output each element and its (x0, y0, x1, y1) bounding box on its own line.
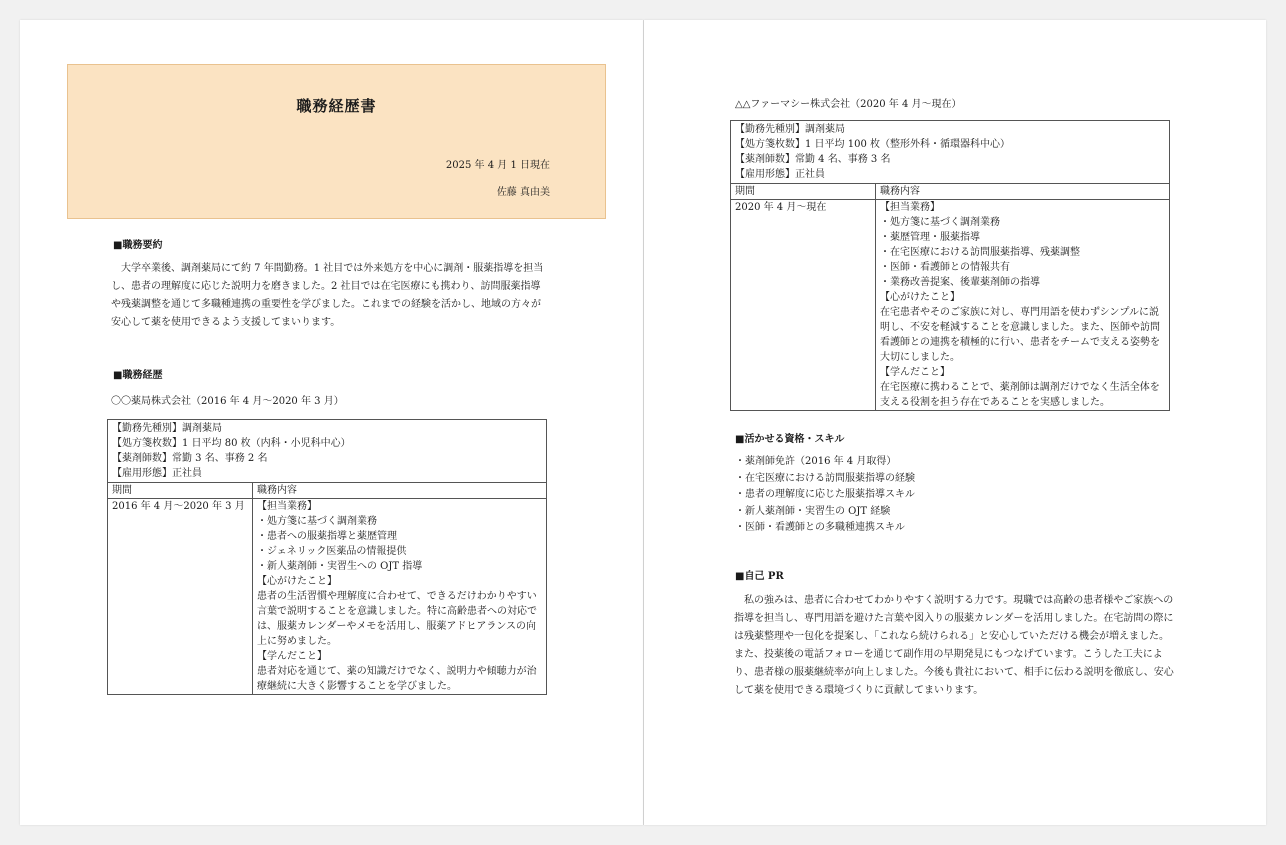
job-table-2 (730, 120, 1170, 411)
job-1-info-line: 【処方箋枚数】1 日平均 80 枚（内科・小児科中心） (112, 438, 351, 449)
skill-item: ・医師・看護師との多職種連携スキル (735, 522, 905, 533)
job-1-info (108, 420, 547, 483)
document-author: 佐藤 真由美 (496, 187, 550, 198)
page-2 (644, 20, 1266, 825)
job-2-duties-heading: 【担当業務】 (880, 202, 940, 213)
job-2-duty: ・処方箋に基づく調剤業務 (880, 217, 1000, 228)
job-2-learned-heading: 【学んだこと】 (880, 367, 950, 378)
job-1-info-line: 【薬剤師数】常勤 3 名、事務 2 名 (112, 453, 268, 464)
summary-text: 大学卒業後、調剤薬局にて約 7 年間勤務。1 社目では外来処方を中心に調剤・服薬指導を担当し、患者の理解度に応じた説明力を磨きました。2 社目では在宅医療にも携わり、訪問服薬指導や残薬調整を通じて多職種連携の重要性を学びました。これまでの経験を活かし、地域の方々が安心して薬を使用できるよう支援してまいります。 (111, 263, 544, 328)
page-1 (20, 20, 643, 825)
job-table-1 (107, 419, 547, 695)
job-1-duty: ・ジェネリック医薬品の情報提供 (257, 546, 407, 557)
job-1-learned-heading: 【学んだこと】 (257, 651, 327, 662)
document-title: 職務経歴書 (296, 97, 377, 115)
job-2-info-line: 【勤務先種別】調剤薬局 (735, 124, 845, 135)
job-1-info-line: 【雇用形態】正社員 (112, 468, 202, 479)
job-2-info-line: 【薬剤師数】常勤 4 名、事務 3 名 (735, 154, 891, 165)
job-2-period: 2020 年 4 月～現在 (731, 200, 876, 411)
col-content-header: 職務内容 (253, 483, 547, 499)
col-content-header: 職務内容 (876, 184, 1170, 200)
title-box (67, 64, 606, 219)
skills-heading: ■活かせる資格・スキル (735, 434, 845, 445)
job-2-info-line: 【雇用形態】正社員 (735, 169, 825, 180)
history-heading: ■職務経歴 (113, 370, 163, 381)
col-period-header: 期間 (108, 483, 253, 499)
job-2-care-heading: 【心がけたこと】 (880, 292, 960, 303)
job-2-duty: ・業務改善提案、後輩薬剤師の指導 (880, 277, 1040, 288)
job-2-duty: ・在宅医療における訪問服薬指導、残薬調整 (880, 247, 1080, 258)
job-1-duty: ・患者への服薬指導と薬歴管理 (257, 531, 397, 542)
job-2-duty: ・医師・看護師との情報共有 (880, 262, 1010, 273)
job-2-learned-text: 在宅医療に携わることで、薬剤師は調剤だけでなく生活全体を支える役割を担う存在であることを実感しました。 (880, 382, 1160, 408)
summary-heading: ■職務要約 (113, 240, 163, 251)
job-2-content (876, 200, 1170, 411)
skill-item: ・患者の理解度に応じた服薬指導スキル (735, 489, 915, 500)
company-2-name: △△ファーマシー株式会社（2020 年 4 月～現在） (735, 99, 962, 110)
job-1-duty: ・処方箋に基づく調剤業務 (257, 516, 377, 527)
pr-text: 私の強みは、患者に合わせてわかりやすく説明する力です。現職では高齢の患者様やご家族への指導を担当し、専門用語を避けた言葉や図入りの服薬カレンダーを活用しました。在宅訪問の際には残薬整理や一包化を提案し、「これなら続けられる」と安心していただける機会が増えました。また、投薬後の電話フォローを通じて副作用の早期発見にもつなげています。こうした工夫により、患者様の服薬継続率が向上しました。今後も貴社において、相手に伝わる説明を徹底し、安心して薬を使用できる環境づくりに貢献してまいります。 (734, 595, 1174, 696)
job-2-care-text: 在宅患者やそのご家族に対し、専門用語を使わずシンプルに説明し、不安を軽減することを意識しました。また、医師や訪問看護師との連携を積極的に行い、患者をチームで支える姿勢を大切にしました。 (880, 307, 1160, 363)
job-1-info-line: 【勤務先種別】調剤薬局 (112, 423, 222, 434)
skills-list (735, 454, 915, 537)
job-2-info-line: 【処方箋枚数】1 日平均 100 枚（整形外科・循環器科中心） (735, 139, 1010, 150)
job-1-duties-heading: 【担当業務】 (257, 501, 317, 512)
job-1-care-heading: 【心がけたこと】 (257, 576, 337, 587)
job-1-period: 2016 年 4 月～2020 年 3 月 (108, 499, 253, 695)
job-1-duty: ・新人薬剤師・実習生への OJT 指導 (257, 561, 423, 572)
job-2-info (731, 121, 1170, 184)
job-1-learned-text: 患者対応を通じて、薬の知識だけでなく、説明力や傾聴力が治療継続に大きく影響することを学びました。 (257, 666, 537, 692)
job-1-care-text: 患者の生活習慣や理解度に合わせて、できるだけわかりやすい言葉で説明することを意識しました。特に高齢患者への対応では、服薬カレンダーやメモを活用し、服薬アドヒアランスの向上に努めました。 (257, 591, 537, 647)
skill-item: ・在宅医療における訪問服薬指導の経験 (735, 472, 915, 484)
skill-item: ・薬剤師免許（2016 年 4 月取得） (735, 456, 897, 467)
job-1-content (253, 499, 547, 695)
job-2-duty: ・薬歴管理・服薬指導 (880, 232, 980, 243)
skill-item: ・新人薬剤師・実習生の OJT 経験 (735, 505, 891, 517)
company-1-name: 〇〇薬局株式会社（2016 年 4 月～2020 年 3 月） (111, 396, 344, 407)
col-period-header: 期間 (731, 184, 876, 200)
document-date: 2025 年 4 月 1 日現在 (445, 160, 550, 171)
pr-heading: ■自己 PR (735, 571, 784, 582)
